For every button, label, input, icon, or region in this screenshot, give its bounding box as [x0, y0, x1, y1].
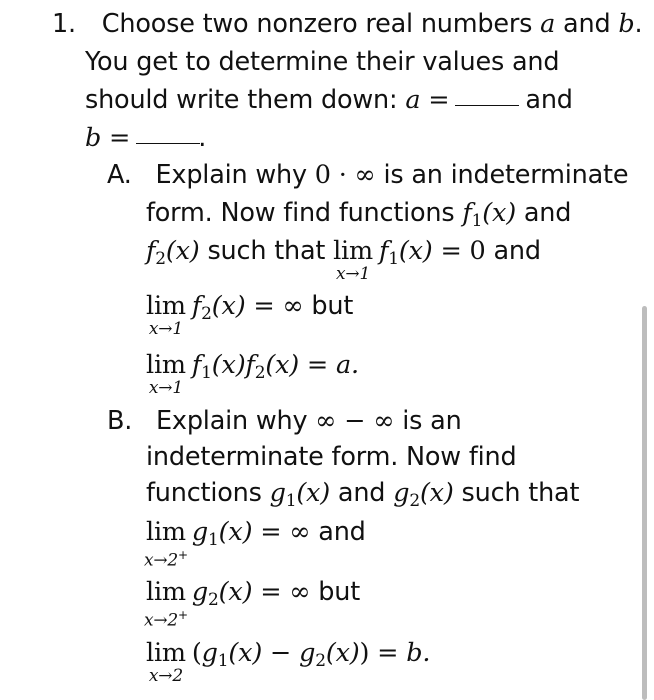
equals-zero: = 0 — [432, 236, 486, 266]
x-argument: (x) — [296, 478, 330, 508]
part-a-line-4 — [146, 290, 354, 339]
vertical-scrollbar[interactable] — [642, 306, 647, 700]
limit-x-to-1 — [146, 291, 186, 339]
limit-subscript: x→2 — [148, 666, 183, 686]
plus-superscript: + — [178, 548, 188, 562]
part-a-text: is an indeterminate — [375, 160, 629, 190]
part-b-line-3 — [146, 477, 579, 517]
subscript-2: 2 — [201, 304, 212, 324]
f-symbol: f — [245, 350, 255, 380]
g-symbol: g — [299, 638, 316, 668]
answer-blank-a[interactable] — [455, 85, 519, 106]
limit-subscript-text: x→2 — [143, 550, 179, 571]
subscript-1: 1 — [217, 651, 229, 671]
x-argument: (x) — [398, 236, 433, 266]
limit-x-to-2-plus — [143, 577, 188, 631]
g-symbol: g — [191, 577, 209, 607]
part-a-text: form. Now find functions — [146, 198, 463, 228]
close-paren: ) — [359, 638, 370, 668]
eq-a: a = — [405, 85, 450, 115]
part-b-text: and — [330, 478, 394, 508]
open-paren: ( — [191, 638, 202, 668]
limit-subscript-text: x→2 — [143, 610, 179, 631]
equals-a: = a. — [299, 350, 359, 380]
part-b-line-4 — [143, 516, 366, 571]
equals-b: = b. — [369, 638, 431, 668]
and-text: and — [555, 9, 619, 39]
limit-subscript — [144, 605, 188, 631]
problem-text: Choose two nonzero real numbers — [101, 9, 541, 39]
x-argument: (x) — [482, 198, 516, 228]
and-text: and — [525, 85, 573, 115]
x-argument: (x) — [165, 236, 200, 266]
subscript-2: 2 — [409, 491, 420, 511]
part-b-line-6 — [146, 637, 431, 686]
part-b-text: functions — [146, 478, 270, 508]
part-b-text: such that — [453, 478, 580, 508]
g-symbol: g — [201, 638, 218, 668]
part-a-label: A. — [107, 160, 132, 190]
problem-number: 1. — [52, 9, 76, 39]
subscript-1: 1 — [285, 491, 297, 511]
g-symbol: g — [191, 517, 209, 547]
g-symbol: g — [393, 478, 410, 508]
problem-text: should write them down: — [85, 85, 406, 115]
part-a-text: and — [485, 236, 541, 266]
plus-superscript: + — [178, 608, 188, 622]
subscript-2: 2 — [208, 590, 219, 610]
problem-text: You get to determine their values and — [85, 47, 560, 77]
lim-word: lim — [146, 577, 186, 607]
x-argument: (x) — [218, 517, 253, 547]
and-text: and — [310, 517, 366, 547]
zero-times-infinity: 0 · ∞ — [314, 160, 376, 190]
part-b-line-1 — [107, 405, 462, 437]
subscript-2: 2 — [315, 651, 326, 671]
equals-infinity: = ∞ — [252, 517, 311, 547]
part-b-text: is an — [394, 406, 462, 436]
part-a-text: Explain why — [155, 160, 315, 190]
limit-subscript — [144, 545, 188, 571]
part-b-text: indeterminate form. Now find — [146, 442, 517, 472]
problem-line-2 — [85, 46, 559, 78]
part-a-line-1 — [107, 159, 628, 191]
part-b-line-2 — [146, 441, 516, 473]
part-a-text: such that — [199, 236, 334, 266]
f-symbol: f — [191, 291, 202, 321]
part-a-line-5 — [146, 349, 359, 398]
limit-x-to-2-plus — [143, 517, 188, 571]
f-symbol: f — [191, 350, 202, 380]
x-argument: (x) — [265, 350, 300, 380]
part-b-line-5 — [143, 576, 361, 631]
lim-word: lim — [146, 638, 186, 668]
part-a-text: and — [515, 198, 572, 228]
infinity-minus-infinity: ∞ − ∞ — [315, 406, 395, 436]
eq-b: b = — [85, 123, 131, 153]
x-argument: (x) — [218, 577, 253, 607]
answer-blank-b[interactable] — [136, 123, 200, 144]
f-symbol: f — [379, 236, 389, 266]
lim-word: lim — [333, 236, 373, 266]
limit-subscript: x→1 — [336, 264, 371, 284]
lim-word: lim — [146, 291, 186, 321]
limit-subscript: x→1 — [148, 378, 183, 398]
x-argument: (x) — [211, 350, 246, 380]
x-argument: (x) — [325, 638, 360, 668]
f-symbol: f — [146, 236, 156, 266]
lim-word: lim — [146, 350, 186, 380]
limit-x-to-1 — [146, 350, 186, 398]
problem-line-3 — [85, 84, 573, 116]
x-argument: (x) — [419, 478, 454, 508]
var-a: a — [540, 9, 556, 39]
lim-word: lim — [146, 517, 186, 547]
part-a-line-3 — [146, 235, 541, 284]
period: . — [198, 123, 207, 153]
var-b: b — [618, 9, 635, 39]
f-symbol: f — [462, 198, 472, 228]
period: . — [634, 9, 643, 39]
part-b-label: B. — [107, 406, 133, 436]
limit-x-to-2 — [146, 638, 186, 686]
problem-line-4 — [85, 122, 206, 154]
limit-subscript: x→1 — [148, 319, 183, 339]
x-argument: (x) — [211, 291, 246, 321]
equals-infinity: = ∞ — [245, 291, 304, 321]
minus-sign: − — [262, 638, 300, 668]
part-b-text: Explain why — [156, 406, 316, 436]
equals-infinity: = ∞ — [252, 577, 311, 607]
problem-line-1 — [52, 8, 642, 40]
but-text: but — [303, 291, 354, 321]
subscript-1: 1 — [471, 211, 483, 231]
subscript-2: 2 — [254, 363, 266, 383]
subscript-1: 1 — [388, 249, 399, 269]
subscript-1: 1 — [208, 530, 219, 550]
g-symbol: g — [269, 478, 286, 508]
subscript-2: 2 — [155, 249, 166, 269]
subscript-1: 1 — [201, 363, 212, 383]
part-a-line-2 — [146, 197, 571, 237]
x-argument: (x) — [228, 638, 263, 668]
but-text: but — [310, 577, 361, 607]
limit-x-to-1 — [333, 236, 373, 284]
